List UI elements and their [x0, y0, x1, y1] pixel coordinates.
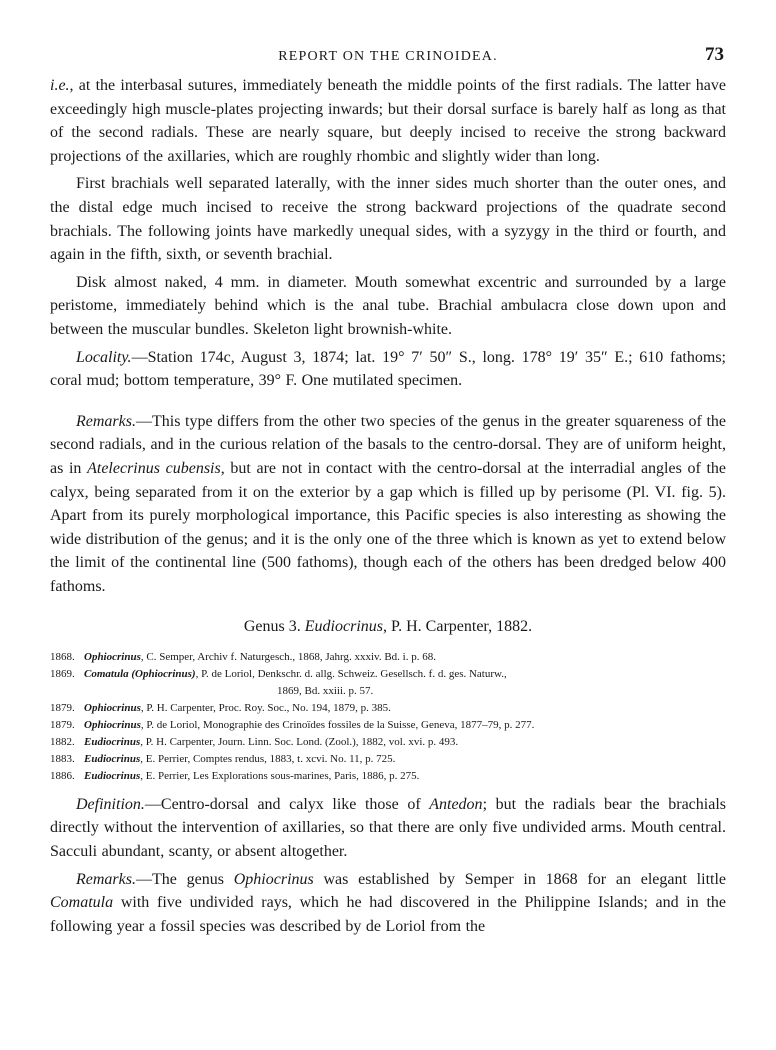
synonymy-name: Comatula (Ophiocrinus)	[84, 668, 196, 681]
remarks2-text-c: with five undivided rays, which he had discovered in the Philippine Islands; and in the following year a fossil species was described by de Loriol from the	[50, 894, 726, 935]
synonymy-year: 1883.	[50, 752, 75, 765]
remarks2-label: Remarks.	[76, 870, 136, 888]
remarks2-text-b: was established by Semper in 1868 for an elegant little	[313, 870, 727, 888]
synonymy-list	[50, 649, 726, 784]
paragraph-remarks-genus	[50, 868, 726, 939]
synonymy-name: Ophiocrinus	[84, 702, 141, 715]
genus-heading	[50, 618, 726, 636]
synonymy-reference: , P. de Loriol, Monographie des Crinoïdes fossiles de la Suisse, Geneva, 1877–79, p. 277.	[140, 719, 535, 732]
synonymy-entry	[50, 751, 726, 768]
abbrev-ie: i.e.	[50, 77, 70, 94]
definition-text-a: —Centro-dorsal and calyx like those of	[144, 795, 430, 813]
remarks2-genus: Ophiocrinus	[233, 870, 314, 888]
running-title: REPORT ON THE CRINOIDEA.	[278, 49, 498, 64]
remarks-label: Remarks.	[76, 412, 136, 430]
synonymy-entry	[50, 666, 726, 700]
remarks-species: Atelecrinus cubensis	[87, 459, 221, 477]
remarks-text-a: —This type differs from the other two species of the genus in the greater squareness of the second radials, and in the curious relation of the basals to the centro-dorsal. They are of uniform height, as in	[50, 412, 726, 477]
genus-suffix: , P. H. Carpenter, 1882.	[382, 618, 533, 636]
synonymy-reference: , P. de Loriol, Denkschr. d. allg. Schweiz. Gesellsch. f. d. ges. Naturw.,	[195, 668, 507, 681]
synonymy-name: Ophiocrinus	[84, 651, 141, 664]
paragraph-interbasal	[50, 74, 726, 168]
remarks2-text-a: —The genus	[135, 870, 234, 888]
synonymy-year: 1886.	[50, 769, 75, 782]
synonymy-name: Eudiocrinus	[84, 769, 141, 782]
paragraph-locality	[50, 346, 726, 393]
paragraph-definition	[50, 793, 726, 864]
definition-label: Definition.	[76, 795, 145, 813]
locality-text: —Station 174c, August 3, 1874; lat. 19° 7′ 50″ S., long. 178° 19′ 35″ E.; 610 fathoms; coral mud; bottom temperature, 39° F. One mutilated specimen.	[50, 348, 726, 390]
synonymy-name: Ophiocrinus	[84, 719, 141, 732]
synonymy-reference: , P. H. Carpenter, Journ. Linn. Soc. Lond. (Zool.), 1882, vol. xvi. p. 493.	[140, 736, 459, 748]
running-header	[50, 44, 726, 74]
synonymy-year: 1879.	[50, 719, 75, 732]
genus-name: Eudiocrinus	[304, 618, 383, 636]
synonymy-entry	[50, 649, 726, 666]
paragraph-interbasal-text: , at the interbasal sutures, immediately beneath the middle points of the first radials. The latter have exceedingly high muscle-plates projecting inwards; but their dorsal surface is barely half as long as that of the second radials. These are nearly square, but deeply incised to receive the strong backward projections of the axillaries, which are roughly rhombic and slightly wider than long.	[50, 77, 726, 165]
paragraph-brachials: First brachials well separated laterally, with the inner sides much shorter than the outer ones, and the distal edge much incised to receive the strong backward projections of the quadrate second brachials. The following joints have markedly unequal sides, with a syzygy in the third or fourth, and again in the fifth, sixth, or seventh brachial.	[50, 175, 726, 264]
synonymy-name: Eudiocrinus	[84, 752, 141, 765]
remarks2-genus2: Comatula	[50, 894, 114, 912]
remarks-text-b: , but are not in contact with the centro-dorsal at the interradial angles of the calyx, being separated from it on the exterior by a gap which is filled up by perisome (Pl. VI. fig. 5). Apart from its purely morphological importance, this Pacific species is also interesting as showing the wide distribution of the genus; and it is the only one of the three which is known as yet to extend below the limit of the continental line (500 fathoms), though each of the others has been dredged below 400 fathoms.	[50, 459, 727, 595]
synonymy-entry	[50, 768, 726, 785]
page-number: 73	[705, 44, 724, 65]
synonymy-reference: , E. Perrier, Comptes rendus, 1883, t. xcvi. No. 11, p. 725.	[140, 752, 396, 765]
synonymy-year: 1868.	[50, 651, 75, 664]
synonymy-continuation: 1869, Bd. xxiii. p. 57.	[277, 685, 374, 698]
synonymy-entry	[50, 700, 726, 717]
synonymy-year: 1882.	[50, 736, 75, 748]
paragraph-remarks	[50, 410, 726, 599]
synonymy-name: Eudiocrinus	[84, 736, 141, 748]
synonymy-reference: , C. Semper, Archiv f. Naturgesch., 1868, Jahrg. xxxiv. Bd. i. p. 68.	[140, 651, 436, 664]
synonymy-entry	[50, 734, 726, 751]
document-page	[50, 44, 726, 938]
locality-label: Locality.	[76, 348, 132, 366]
synonymy-entry	[50, 717, 726, 734]
synonymy-year: 1879.	[50, 702, 75, 715]
synonymy-reference: , P. H. Carpenter, Proc. Roy. Soc., No. 194, 1879, p. 385.	[140, 702, 391, 715]
definition-genus: Antedon	[429, 795, 483, 813]
definition-text-b: ; but the radials bear the brachials directly without the intervention of axillaries, so that there are only five undivided arms. Mouth central. Sacculi abundant, scanty, or absent altogether.	[50, 795, 726, 860]
genus-prefix: Genus 3.	[243, 618, 305, 636]
synonymy-reference: , E. Perrier, Les Explorations sous-marines, Paris, 1886, p. 275.	[140, 769, 420, 782]
paragraph-disk: Disk almost naked, 4 mm. in diameter. Mouth somewhat excentric and surrounded by a large peristome, immediately behind which is the anal tube. Brachial ambulacra close down upon and between the muscular bundles. Skeleton light brownish-white.	[50, 273, 726, 338]
synonymy-year: 1869.	[50, 668, 75, 681]
